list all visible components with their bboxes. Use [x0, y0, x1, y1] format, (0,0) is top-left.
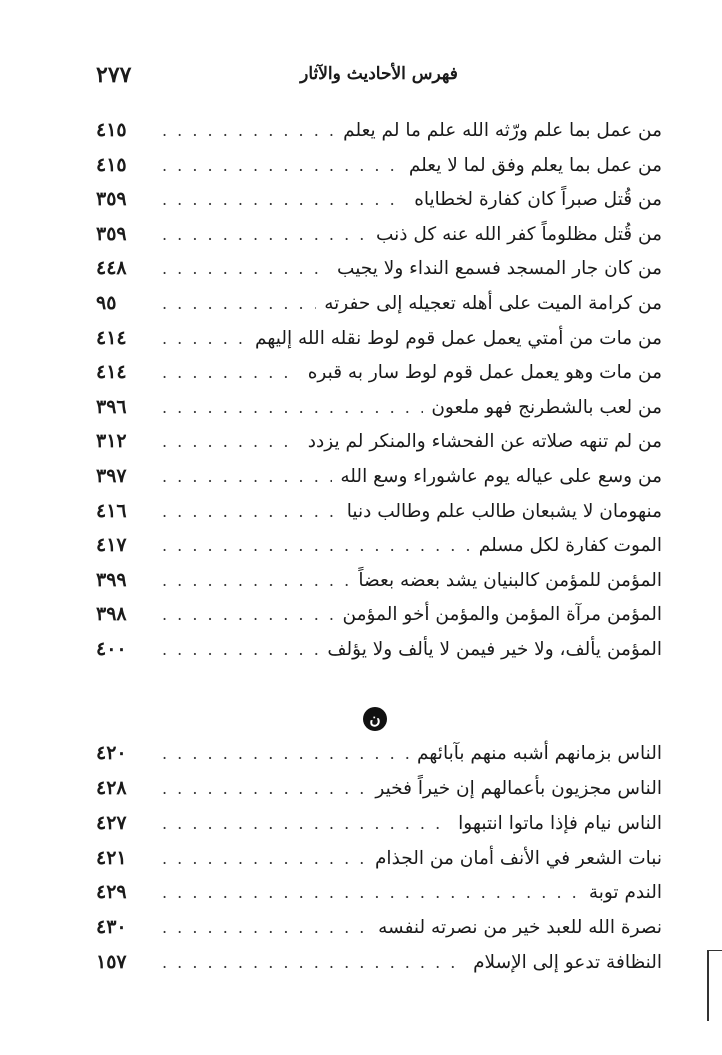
entry-page: ٤١٥: [96, 154, 127, 176]
entry-text: المؤمن يألف، ولا خير فيمن لا يألف ولا يؤلف: [327, 638, 662, 660]
dot-leader: [162, 398, 423, 417]
entry-text: الندم توبة: [588, 881, 662, 903]
dot-leader: [162, 536, 471, 555]
entry-page: ٤١٥: [96, 119, 127, 141]
entry-page: ٣٥٩: [96, 188, 127, 210]
entry-text: من مات من أمتي يعمل عمل قوم لوط نقله الله إليهم: [254, 327, 662, 349]
entry-page: ٤٢٧: [96, 812, 127, 834]
entry-page: ٤٢٩: [96, 881, 127, 903]
entry-page: ٤٢٠: [96, 742, 127, 764]
entry-page: ١٥٧: [96, 951, 127, 973]
dot-leader: [162, 259, 329, 278]
section-letter-badge: ن: [363, 707, 387, 731]
index-entry: [96, 531, 662, 559]
entry-text: الناس بزمانهم أشبه منهم بآبائهم: [416, 742, 662, 764]
dot-leader: [162, 156, 401, 175]
dot-leader: [162, 779, 367, 798]
entry-text: الناس مجزيون بأعمالهم إن خيراً فخير: [375, 777, 662, 799]
page-title: فهرس الأحاديث والآثار: [300, 64, 458, 84]
index-entry: [96, 774, 662, 802]
entry-text: من وسع على عياله يوم عاشوراء وسع الله: [340, 465, 662, 487]
dot-leader: [162, 744, 409, 763]
entry-text: من قُتل مظلوماً كفر الله عنه كل ذنب: [375, 223, 662, 245]
dot-leader: [162, 883, 581, 902]
entry-text: نبات الشعر في الأنف أمان من الجذام: [374, 847, 662, 869]
entry-text: من مات وهو يعمل عمل قوم لوط سار به قبره: [307, 361, 662, 383]
entry-page: ٣١٢: [96, 430, 127, 452]
entry-page: ٤١٤: [96, 327, 127, 349]
dot-leader: [162, 918, 370, 937]
dot-leader: [162, 814, 450, 833]
index-entry: [96, 393, 662, 421]
entry-page: ٤١٧: [96, 534, 127, 556]
dot-leader: [162, 640, 319, 659]
entry-text: الموت كفارة لكل مسلم: [478, 534, 662, 556]
entry-text: منهومان لا يشبعان طالب علم وطالب دنيا: [346, 500, 662, 522]
entry-text: من قُتل صبراً كان كفارة لخطاياه: [414, 188, 662, 210]
index-entry: [96, 809, 662, 837]
entry-page: ٤٢٨: [96, 777, 127, 799]
page-header: [96, 62, 662, 92]
dot-leader: [162, 467, 332, 486]
index-entry: [96, 151, 662, 179]
index-entry: [96, 220, 662, 248]
index-entry: [96, 878, 662, 906]
entry-page: ٤٠٠: [96, 638, 127, 660]
dot-leader: [162, 605, 334, 624]
index-entry: [96, 116, 662, 144]
entry-page: ٣٩٩: [96, 569, 127, 591]
page-edge-bracket: [707, 950, 722, 1021]
entry-page: ٣٥٩: [96, 223, 127, 245]
index-entry: [96, 600, 662, 628]
entry-text: المؤمن للمؤمن كالبنيان يشد بعضه بعضاً: [358, 569, 662, 591]
entry-page: ٣٩٧: [96, 465, 127, 487]
index-entry: [96, 324, 662, 352]
entry-text: من عمل بما علم ورّثه الله علم ما لم يعلم: [343, 119, 662, 141]
entry-text: المؤمن مرآة المؤمن والمؤمن أخو المؤمن: [342, 603, 662, 625]
entry-text: من لعب بالشطرنج فهو ملعون: [431, 396, 662, 418]
entry-page: ٤١٦: [96, 500, 127, 522]
dot-leader: [162, 329, 247, 348]
index-entry: [96, 566, 662, 594]
index-entry: [96, 913, 662, 941]
index-entry: [96, 289, 662, 317]
entry-page: ٤٣٠: [96, 916, 127, 938]
entry-text: من عمل بما يعلم وفق لما لا يعلم: [408, 154, 662, 176]
index-entry: [96, 739, 662, 767]
entry-text: من لم تنهه صلاته عن الفحشاء والمنكر لم يزدد: [307, 430, 662, 452]
entry-page: ٣٩٦: [96, 396, 127, 418]
index-entry: [96, 254, 662, 282]
entry-text: نصرة الله للعبد خير من نصرته لنفسه: [378, 916, 662, 938]
entry-page: ٤١٤: [96, 361, 127, 383]
index-entry: [96, 185, 662, 213]
dot-leader: [162, 571, 350, 590]
entry-page: ٤٢١: [96, 847, 127, 869]
entry-page: ٩٥: [96, 292, 117, 314]
entry-text: النظافة تدعو إلى الإسلام: [473, 951, 662, 973]
entry-text: الناس نيام فإذا ماتوا انتبهوا: [458, 812, 662, 834]
page-number: ٢٧٧: [96, 62, 132, 88]
entry-page: ٤٤٨: [96, 257, 127, 279]
dot-leader: [162, 953, 465, 972]
dot-leader: [162, 121, 335, 140]
dot-leader: [162, 363, 300, 382]
index-entry: [96, 427, 662, 455]
index-entry: [96, 462, 662, 490]
entry-text: من كان جار المسجد فسمع النداء ولا يجيب: [337, 257, 662, 279]
entry-text: من كرامة الميت على أهله تعجيله إلى حفرته: [324, 292, 662, 314]
index-entry: [96, 358, 662, 386]
index-entry: [96, 635, 662, 663]
dot-leader: [162, 502, 339, 521]
index-entry: [96, 844, 662, 872]
dot-leader: [162, 849, 367, 868]
dot-leader: [162, 432, 300, 451]
entry-page: ٣٩٨: [96, 603, 127, 625]
index-entry: [96, 497, 662, 525]
dot-leader: [162, 225, 368, 244]
index-entry: [96, 948, 662, 976]
dot-leader: [162, 190, 406, 209]
dot-leader: [162, 294, 316, 313]
